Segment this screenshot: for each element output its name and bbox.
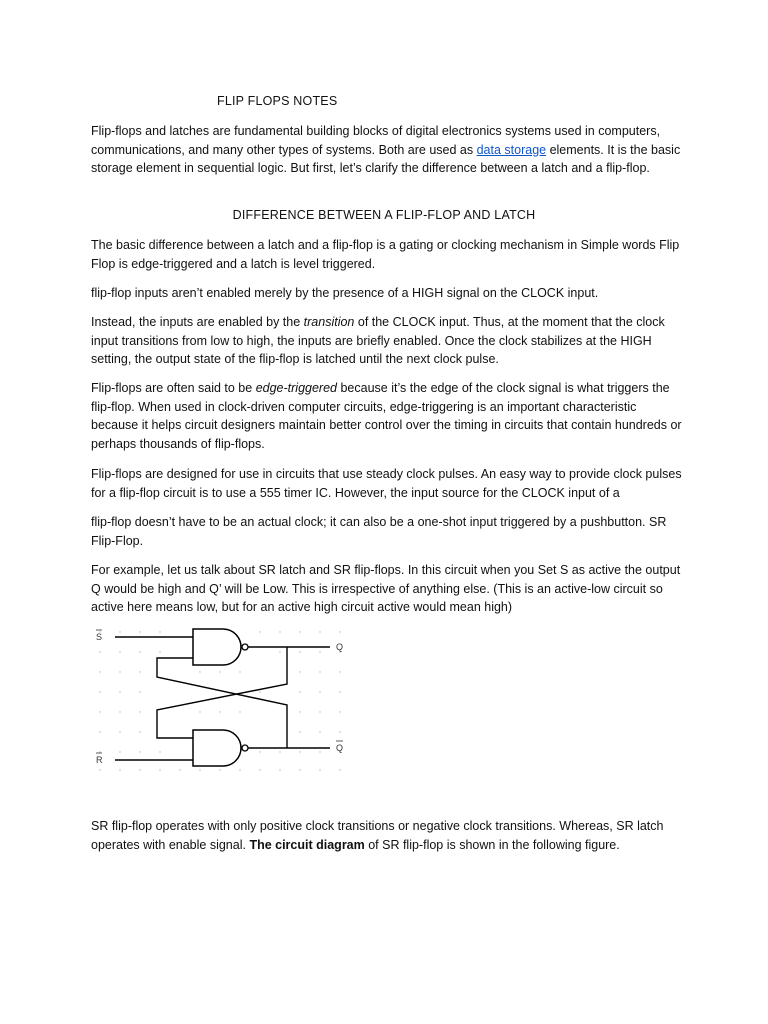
edge-emphasis: edge-triggered — [255, 381, 337, 395]
transition-emphasis: transition — [303, 315, 355, 329]
nand-gate-bottom — [193, 730, 248, 766]
basic-difference-paragraph: The basic difference between a latch and a flip-flop is a gating or clocking mechanism in Simple words Flip Flop is edge-triggered and a latch is level triggered. — [91, 238, 680, 271]
intro-text-end: elements. It is the basic storage element in sequential logic. But first, let’s clarify the difference between a latch and a flip-flop. — [91, 142, 681, 176]
input-r-label: R — [96, 755, 103, 765]
document-title: FLIP FLOPS NOTES — [217, 94, 338, 108]
input-s-label: S — [96, 632, 103, 642]
data-storage-link[interactable]: data storage — [476, 142, 547, 157]
transition-text-start: Instead, the inputs are enabled by the — [91, 315, 304, 329]
nand-gate-top — [193, 629, 248, 665]
sr-flip-flop-paragraph — [91, 817, 683, 854]
edge-text-start: Flip-flops are often said to be — [91, 381, 256, 395]
srff-text-end: of SR flip-flop is shown in the following figure. — [364, 837, 620, 852]
inputs-paragraph: flip-flop inputs aren’t enabled merely by the presence of a HIGH signal on the CLOCK input. — [91, 286, 599, 300]
output-q-label: Q — [336, 642, 344, 652]
sr-latch-circuit-diagram — [90, 620, 352, 778]
clock-pulses-paragraph: Flip-flops are designed for use in circuits that use steady clock pulses. An easy way to provide clock pulses for a flip-flop circuit is to use a 555 timer IC. However, the input source for the CLOCK input of a — [91, 467, 682, 500]
edge-text-end: because it’s the edge of the clock signal is what triggers the flip-flop. When used in clock-driven computer circuits, edge-triggering is an important characteristic because it helps circuit designers maintain better control over the timing in circuits that contain hundreds or perhaps thousands of flip-flops. — [91, 381, 682, 451]
intro-text-start: Flip-flops and latches are fundamental building blocks of digital electronics systems used in computers, communications, and many other types of systems. Both are used as — [91, 124, 661, 157]
transition-text-end: of the CLOCK input. Thus, at the moment that the clock input transitions from low to high, the inputs are briefly enabled. Once the clock stabilizes at the HIGH setting, the output state of the flip-flop is latched until the next clock pulse. — [91, 315, 665, 367]
circuit-diagram-bold: The circuit diagram — [249, 837, 365, 852]
edge-triggered-paragraph — [91, 379, 683, 453]
transition-paragraph — [91, 313, 683, 369]
output-qbar-label: Q — [336, 743, 344, 753]
difference-heading: DIFFERENCE BETWEEN A FLIP-FLOP AND LATCH — [232, 208, 536, 222]
srff-text-start: SR flip-flop operates with only positive clock transitions or negative clock transitions. Whereas, SR latch operates with enable signal. — [91, 819, 664, 852]
sr-example-paragraph: For example, let us talk about SR latch and SR flip-flops. In this circuit when you Set S as active the output Q would be high and Q’ will be Low. This is irrespective of anything else. (This is an active-low circuit so active here means low, but for an active high circuit active would mean high) — [91, 563, 681, 615]
intro-paragraph — [91, 122, 683, 178]
one-shot-paragraph: flip-flop doesn’t have to be an actual clock; it can also be a one-shot input triggered by a pushbutton. SR Flip-Flop. — [91, 515, 667, 548]
